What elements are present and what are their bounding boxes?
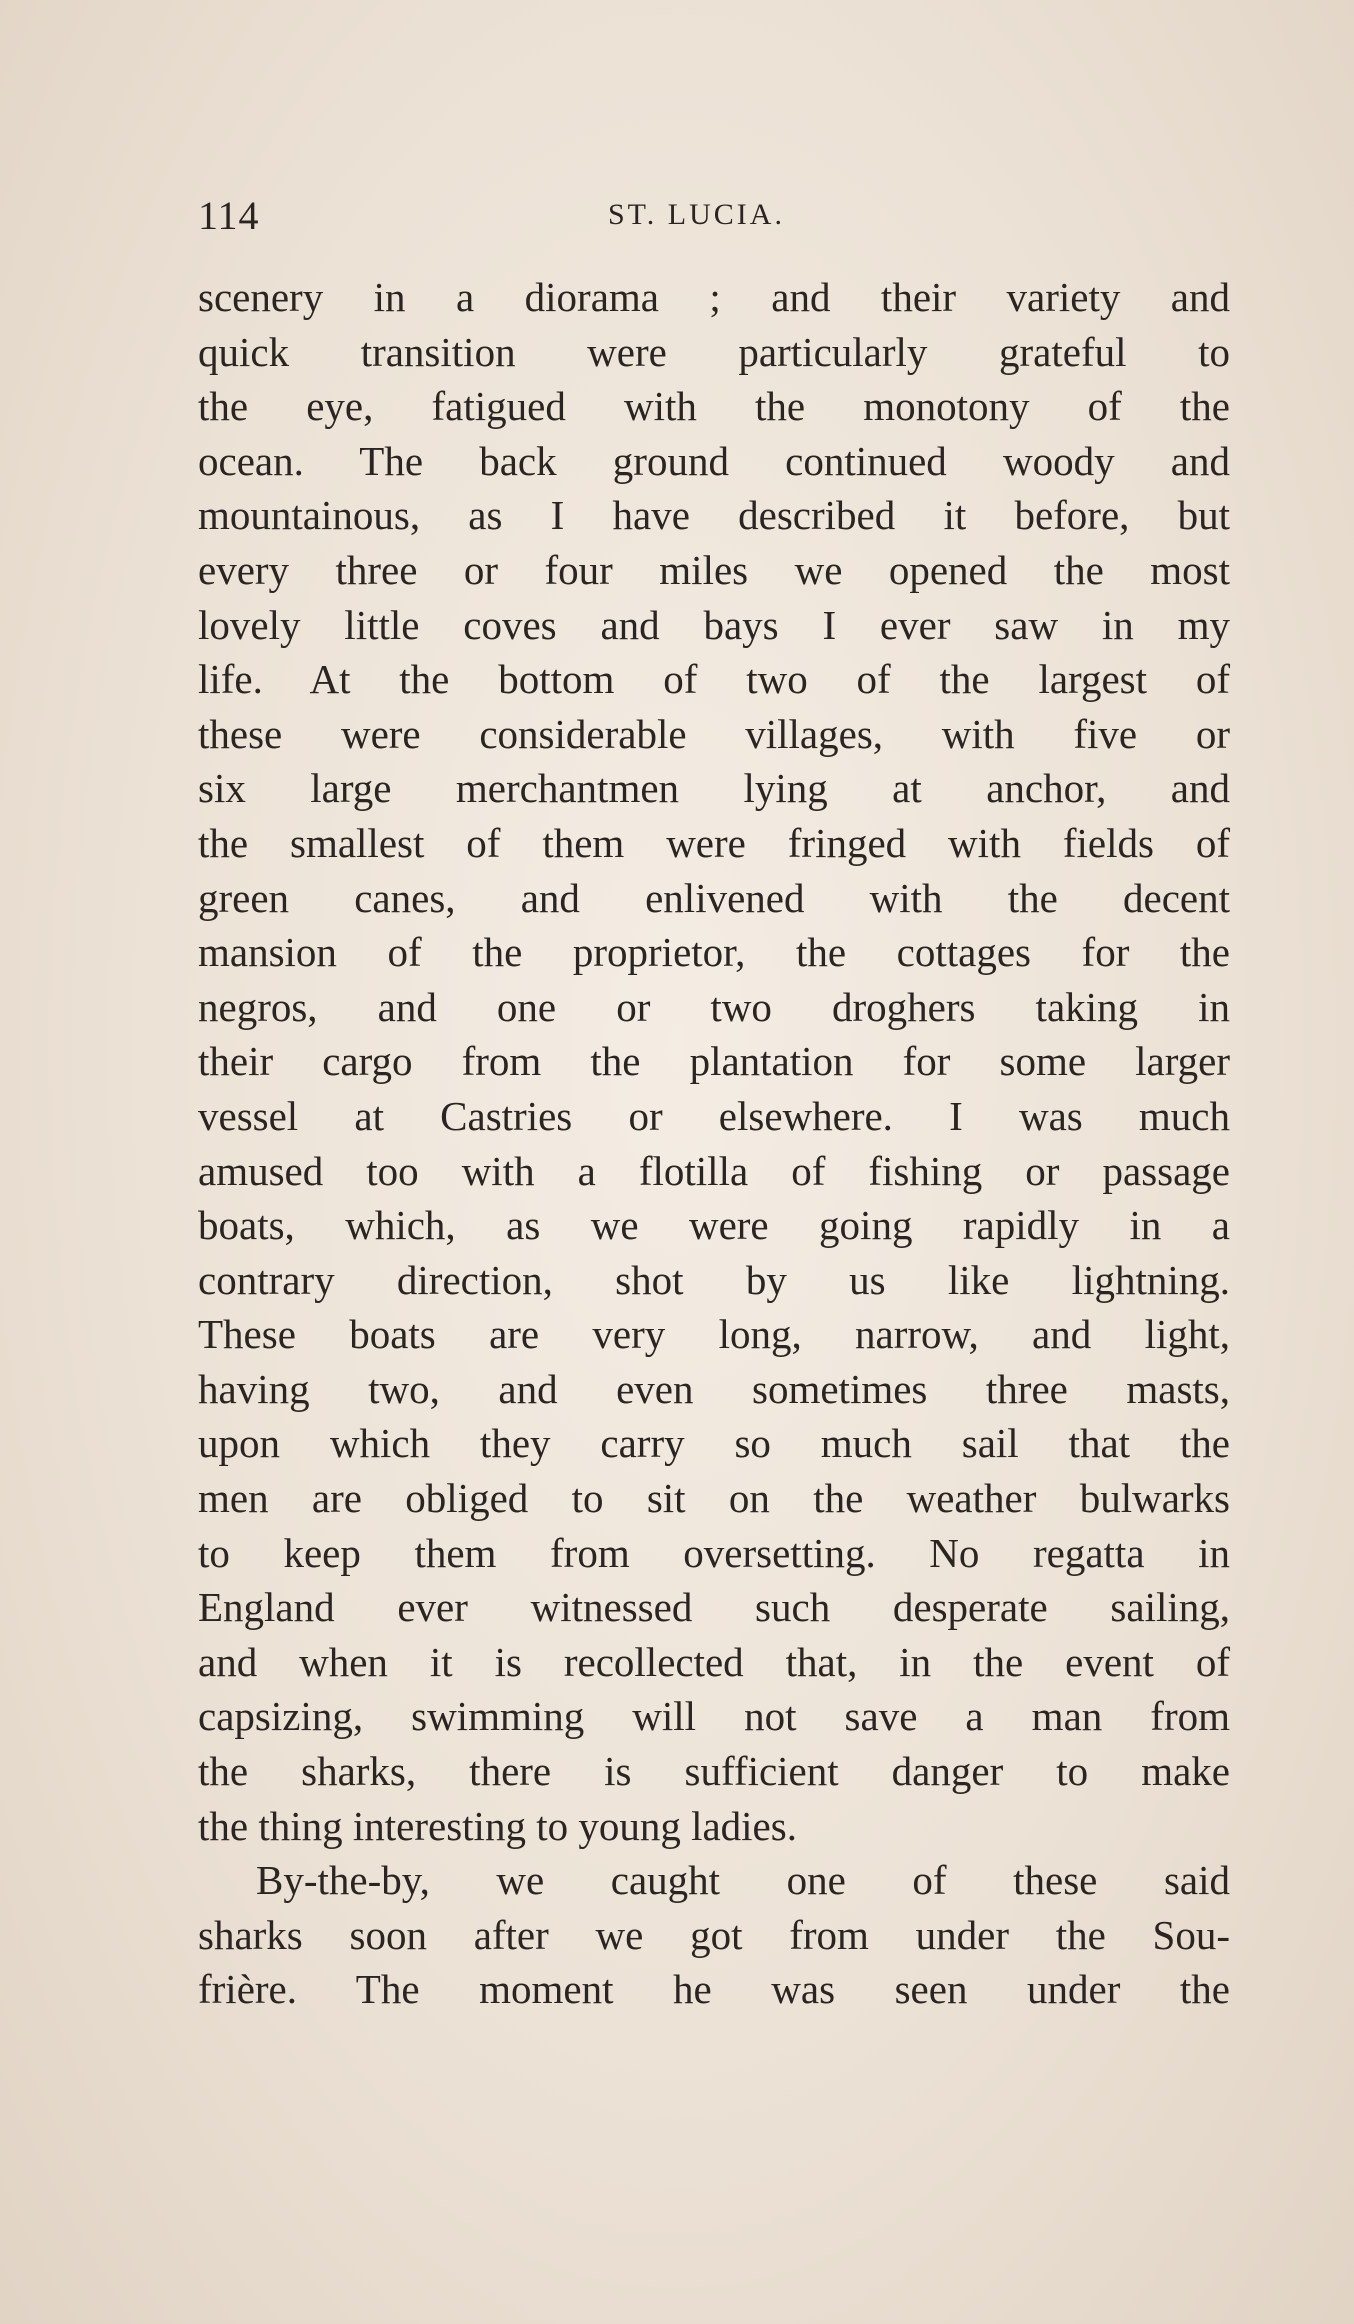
body-text [198,270,1230,2017]
text-line: frière. The moment he was seen under the [198,1966,1230,2013]
text-line: sharks soon after we got from under the Sou- [198,1911,1230,1958]
text-line: England ever witnessed such desperate sailing, [198,1584,1230,1631]
text-line: men are obliged to sit on the weather bulwarks [198,1475,1230,1522]
text-line: and when it is recollected that, in the event of [198,1638,1230,1685]
text-line: every three or four miles we opened the most [198,546,1230,593]
text-line: the sharks, there is sufficient danger to make [198,1748,1230,1795]
text-line: six large merchantmen lying at anchor, and [198,765,1230,812]
text-line: boats, which, as we were going rapidly in a [198,1202,1230,1249]
text-line: scenery in a diorama ; and their variety and [198,274,1230,320]
text-line: ocean. The back ground continued woody and [198,437,1230,484]
text-line: life. At the bottom of two of the largest of [198,656,1230,703]
page-number: 114 [198,193,260,238]
text-line: having two, and even sometimes three masts, [198,1365,1230,1412]
page-header [198,192,1228,242]
text-line: these were considerable villages, with five or [198,710,1230,757]
text-line: upon which they carry so much sail that the [198,1420,1230,1467]
text-line: green canes, and enlivened with the decent [198,874,1230,921]
text-line: vessel at Castries or elsewhere. I was much [198,1092,1230,1139]
text-line: the eye, fatigued with the monotony of the [198,383,1230,430]
text-line: lovely little coves and bays I ever saw in my [198,601,1230,648]
text-line: These boats are very long, narrow, and light, [198,1311,1230,1358]
text-line: the smallest of them were fringed with fields of [198,819,1230,866]
text-line: to keep them from oversetting. No regatta in [198,1529,1230,1576]
text-line: mansion of the proprietor, the cottages for the [198,929,1230,976]
text-line: negros, and one or two droghers taking in [198,983,1230,1030]
text-line: their cargo from the plantation for some larger [198,1038,1230,1085]
text-line: contrary direction, shot by us like lightning. [198,1256,1230,1303]
text-line: capsizing, swimming will not save a man from [198,1693,1230,1740]
running-head: ST. LUCIA. [608,198,785,231]
text-line: the thing interesting to young ladies. [198,1802,797,1849]
text-line: amused too with a flotilla of fishing or passage [198,1147,1230,1194]
text-line: mountainous, as I have described it before, but [198,492,1230,539]
text-line: By-the-by, we caught one of these said [256,1857,1230,1904]
text-line: quick transition were particularly grateful to [198,328,1230,375]
